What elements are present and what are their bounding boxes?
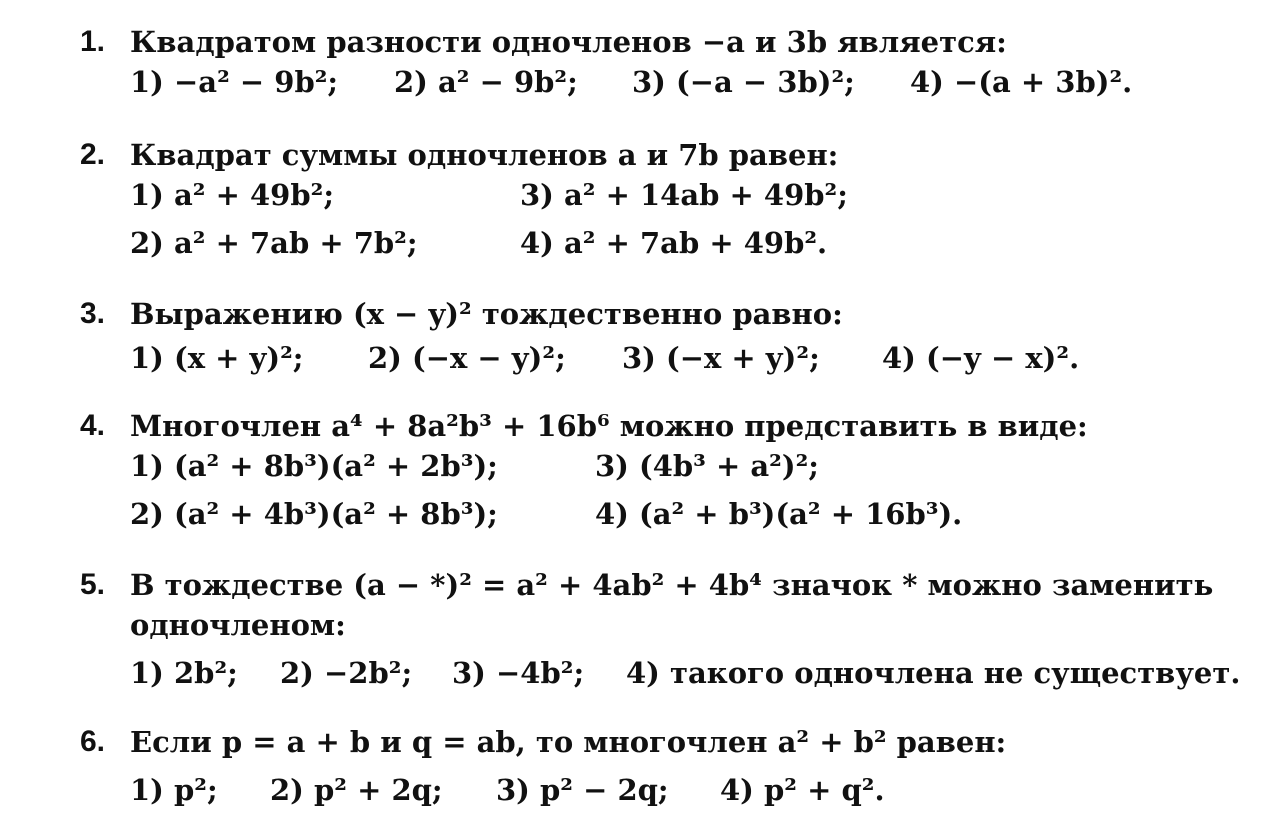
- option-2: 2) (−x − y)²;: [368, 341, 566, 375]
- problem-6-stem-line: [80, 722, 1260, 762]
- option-3: 3) −4b²;: [452, 656, 585, 690]
- option-1: 1) 2b²;: [130, 656, 238, 690]
- option-1: 1) (x + y)²;: [130, 341, 304, 375]
- problem-stem: Если p = a + b и q = ab, то многочлен a² + b² равен:: [130, 725, 1007, 759]
- option-3: 3) (4b³ + a²)²;: [595, 449, 819, 483]
- problem-number: 5.: [80, 568, 106, 601]
- problem-1-options: [80, 62, 1260, 102]
- option-3: 3) (−a − 3b)²;: [632, 65, 855, 99]
- option-4: 4) такого одночлена не существует.: [626, 656, 1241, 690]
- problem-stem: Квадратом разности одночленов −a и 3b является:: [130, 25, 1007, 59]
- problem-4-options-row-1: [80, 446, 1260, 486]
- option-3: 3) p² − 2q;: [496, 773, 669, 807]
- option-4: 4) a² + 7ab + 49b².: [520, 226, 828, 260]
- problem-6: [80, 722, 1260, 810]
- option-2: 2) a² + 7ab + 7b²;: [130, 226, 418, 260]
- problem-number: 6.: [80, 725, 106, 758]
- problem-stem: В тождестве (a − *)² = a² + 4ab² + 4b⁴ значок * можно заменить: [130, 568, 1214, 602]
- option-2: 2) (a² + 4b³)(a² + 8b³);: [130, 497, 498, 531]
- problem-3-stem-line: [80, 294, 1260, 334]
- problem-3-options: [80, 338, 1260, 378]
- option-3: 3) a² + 14ab + 49b²;: [520, 178, 848, 212]
- option-4: 4) (−y − x)².: [882, 341, 1080, 375]
- problem-number: 3.: [80, 297, 106, 330]
- problem-number: 4.: [80, 409, 106, 442]
- problem-2-options-row-1: [80, 175, 1260, 215]
- option-3: 3) (−x + y)²;: [622, 341, 820, 375]
- problem-number: 2.: [80, 138, 106, 171]
- problem-1-stem-line: [80, 22, 1260, 62]
- problem-stem: Квадрат суммы одночленов a и 7b равен:: [130, 138, 839, 172]
- option-4: 4) −(a + 3b)².: [910, 65, 1133, 99]
- problem-2: [80, 135, 1260, 263]
- problem-number: 1.: [80, 25, 106, 58]
- option-2: 2) p² + 2q;: [270, 773, 443, 807]
- problem-3: [80, 294, 1260, 378]
- problem-2-options-row-2: [80, 223, 1260, 263]
- problem-4-stem-line: [80, 406, 1260, 446]
- option-1: 1) p²;: [130, 773, 218, 807]
- option-1: 1) (a² + 8b³)(a² + 2b³);: [130, 449, 498, 483]
- problem-4: [80, 406, 1260, 534]
- option-2: 2) −2b²;: [280, 656, 413, 690]
- problem-6-options: [80, 770, 1260, 810]
- option-4: 4) (a² + b³)(a² + 16b³).: [595, 497, 963, 531]
- problem-5-stem-line: [80, 565, 1260, 605]
- problem-2-stem-line: [80, 135, 1260, 175]
- problem-stem: Многочлен a⁴ + 8a²b³ + 16b⁶ можно представить в виде:: [130, 409, 1088, 443]
- problem-5-stem-cont-line: [80, 605, 1260, 645]
- option-1: 1) a² + 49b²;: [130, 178, 335, 212]
- problem-5-options: [80, 653, 1260, 693]
- problem-stem-continuation: одночленом:: [130, 608, 346, 642]
- option-4: 4) p² + q².: [720, 773, 885, 807]
- option-1: 1) −a² − 9b²;: [130, 65, 339, 99]
- problem-5: [80, 565, 1260, 693]
- problem-1: [80, 22, 1260, 102]
- option-2: 2) a² − 9b²;: [394, 65, 578, 99]
- problem-4-options-row-2: [80, 494, 1260, 534]
- problem-stem: Выражению (x − y)² тождественно равно:: [130, 297, 843, 331]
